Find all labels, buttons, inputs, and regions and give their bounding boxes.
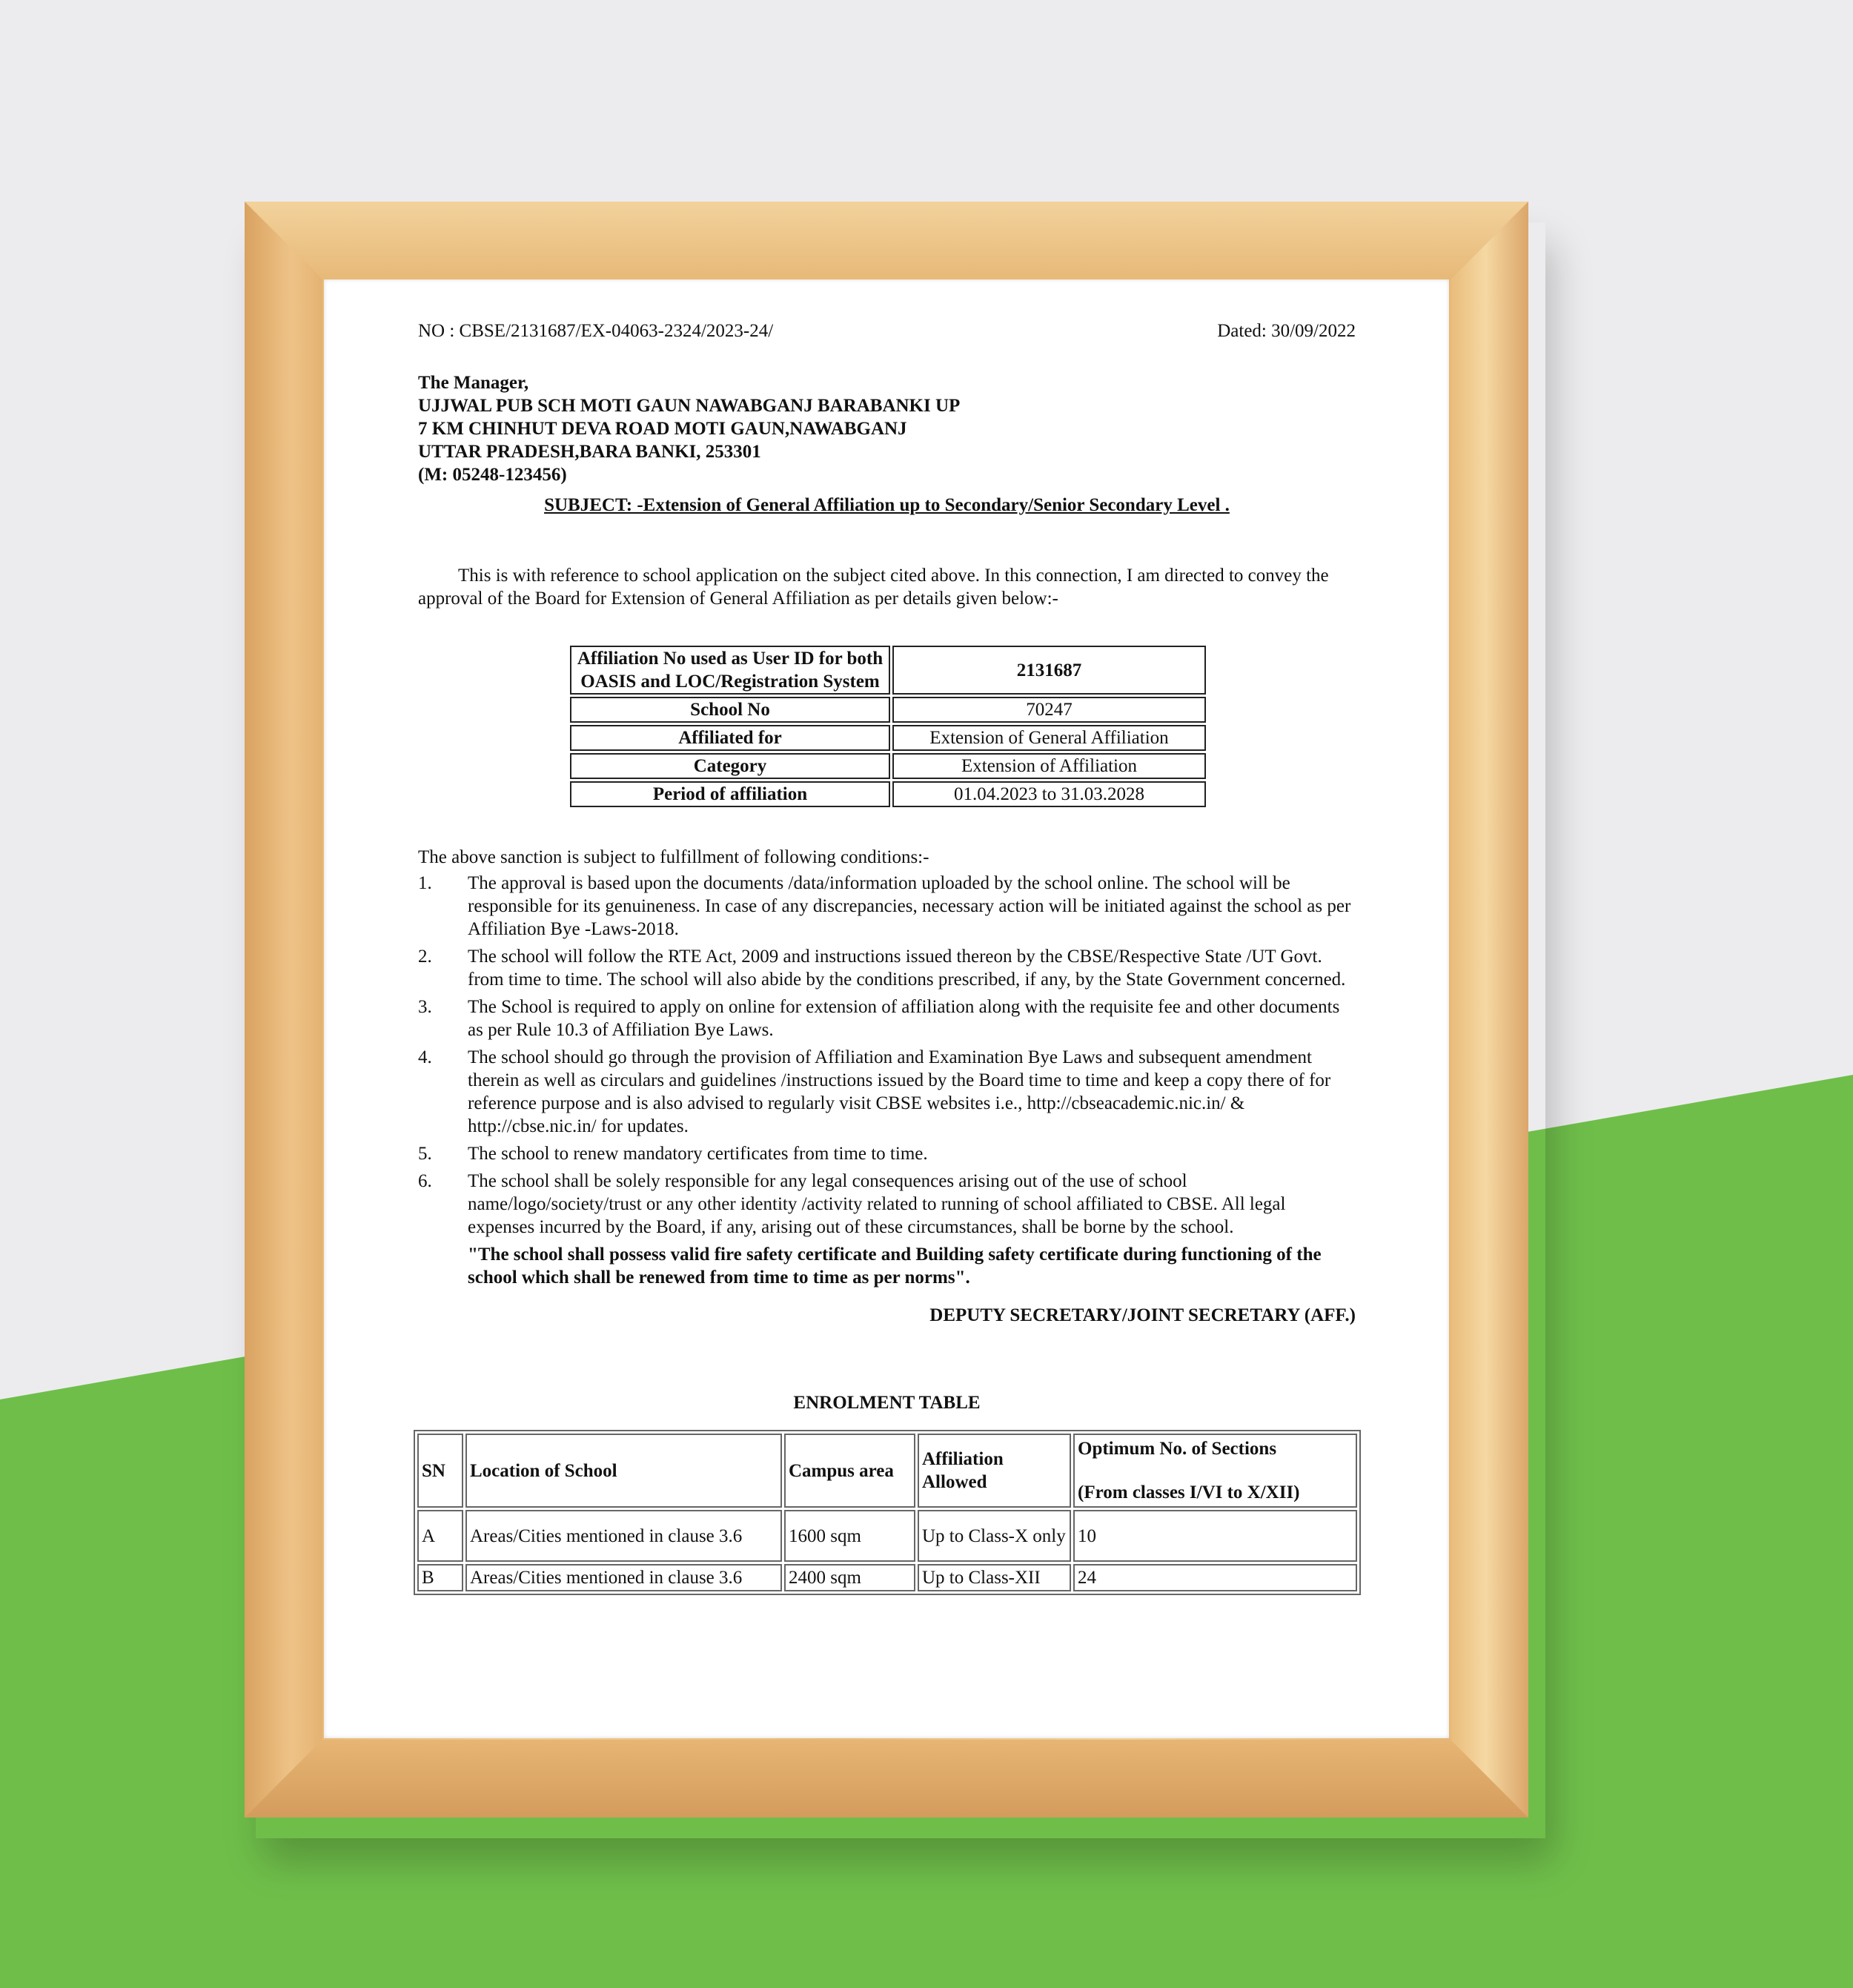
table-header-row [417,1434,1357,1508]
table-row [417,1564,1357,1591]
affiliation-key: School No [570,697,890,723]
address-line: (M: 05248-123456) [418,465,567,485]
cell-sections: 24 [1073,1564,1357,1591]
list-item [418,872,1356,941]
condition-number: 5. [418,1144,432,1164]
cell-sections: 10 [1073,1510,1357,1562]
condition-number: 2. [418,947,432,967]
cell-allowed: Up to Class-XII [918,1564,1071,1591]
header-sections-subtitle: (From classes I/VI to X/XII) [1078,1482,1300,1502]
condition-number: 1. [418,873,432,893]
frame-top-rail [245,202,1528,279]
affiliation-value: Extension of Affiliation [892,753,1206,779]
frame-left-rail [245,202,322,1818]
table-row [570,697,1206,723]
header-sections [1073,1434,1357,1508]
condition-number: 4. [418,1047,432,1067]
cell-allowed: Up to Class-X only [918,1510,1071,1562]
condition-text: The approval is based upon the documents /data/information uploaded by the school online. The school will be responsible for its genuineness. In case of any discrepancies, necessary action will be initiated against the school as per Affiliation Bye -Laws-2018. [468,873,1351,939]
enrolment-title: ENROLMENT TABLE [793,1393,981,1413]
certificate-paper [324,279,1449,1738]
affiliation-key: Category [570,753,890,779]
list-item [418,945,1356,991]
affiliation-table [568,643,1208,809]
affiliation-key: Affiliated for [570,725,890,751]
affiliation-key: Affiliation No used as User ID for both OASIS and LOC/Registration System [570,646,890,695]
list-item [418,1170,1356,1239]
table-row [417,1510,1357,1562]
recipient-address [418,371,1356,486]
fire-safety-note: "The school shall possess valid fire safety certificate and Building safety certificate during functioning of the school which shall be renewed from time to time as per norms". [468,1245,1322,1288]
affiliation-value: Extension of General Affiliation [892,725,1206,751]
intro-paragraph: This is with reference to school application on the subject cited above. In this connection, I am directed to convey the approval of the Board for Extension of General Affiliation as per details given below:- [418,566,1329,609]
header-campus: Campus area [784,1434,915,1508]
affiliation-key: Period of affiliation [570,781,890,807]
frame-right-rail [1451,202,1528,1818]
cell-campus: 2400 sqm [784,1564,915,1591]
letter-body [418,319,1356,1595]
cell-location: Areas/Cities mentioned in clause 3.6 [465,1510,782,1562]
reference-number: NO : CBSE/2131687/EX-04063-2324/2023-24/ [418,321,774,341]
affiliation-value: 70247 [892,697,1206,723]
address-line: 7 KM CHINHUT DEVA ROAD MOTI GAUN,NAWABGANJ [418,419,907,439]
frame-bottom-rail [245,1740,1528,1818]
enrolment-table [414,1430,1361,1595]
header-sections-stack [1078,1437,1353,1504]
table-row [570,781,1206,807]
list-item [418,1046,1356,1138]
table-row [570,753,1206,779]
condition-text: The school shall be solely responsible for any legal consequences arising out of the use of school name/logo/society/trust or any other identity /activity related to running of school affiliated to CBSE. All legal expenses incurred by the Board, if any, arising out of these circumstances, shall be borne by the school. [468,1171,1286,1237]
condition-number: 6. [418,1171,432,1191]
conditions-heading: The above sanction is subject to fulfillment of following conditions:- [418,847,929,867]
conditions-list [418,872,1356,1239]
header-sn: SN [417,1434,463,1508]
header-location: Location of School [465,1434,782,1508]
list-item [418,995,1356,1041]
condition-number: 3. [418,997,432,1017]
address-line: UJJWAL PUB SCH MOTI GAUN NAWABGANJ BARABANKI UP [418,396,961,416]
letter-date: Dated: 30/09/2022 [1217,321,1356,341]
affiliation-value: 2131687 [892,646,1206,695]
header-allowed: Affiliation Allowed [918,1434,1071,1508]
letter-header [418,319,1356,342]
condition-text: The School is required to apply on online for extension of affiliation along with the requisite fee and other documents as per Rule 10.3 of Affiliation Bye Laws. [468,997,1340,1040]
cell-sn: A [417,1510,463,1562]
condition-text: The school to renew mandatory certificates from time to time. [468,1144,928,1164]
affiliation-value: 01.04.2023 to 31.03.2028 [892,781,1206,807]
address-line: The Manager, [418,373,529,393]
condition-text: The school should go through the provision of Affiliation and Examination Bye Laws and subsequent amendment therein as well as circulars and guidelines /instructions issued by the Board time to time and keep a copy there of for reference purpose and is also advised to regularly visit CBSE websites i.e., http://cbseacademic.nic.in/ & http://cbse.nic.in/ for updates. [468,1047,1331,1136]
signatory: DEPUTY SECRETARY/JOINT SECRETARY (AFF.) [929,1305,1356,1325]
subject-line: SUBJECT: -Extension of General Affiliation up to Secondary/Senior Secondary Level . [544,495,1230,515]
cell-sn: B [417,1564,463,1591]
table-row [570,646,1206,695]
cell-location: Areas/Cities mentioned in clause 3.6 [465,1564,782,1591]
header-sections-title: Optimum No. of Sections [1078,1439,1277,1459]
list-item [418,1142,1356,1165]
condition-text: The school will follow the RTE Act, 2009 and instructions issued thereon by the CBSE/Respective State /UT Govt. from time to time. The school will also abide by the conditions prescribed, if any, by the State Government concerned. [468,947,1346,990]
address-line: UTTAR PRADESH,BARA BANKI, 253301 [418,442,761,462]
table-row [570,725,1206,751]
cell-campus: 1600 sqm [784,1510,915,1562]
